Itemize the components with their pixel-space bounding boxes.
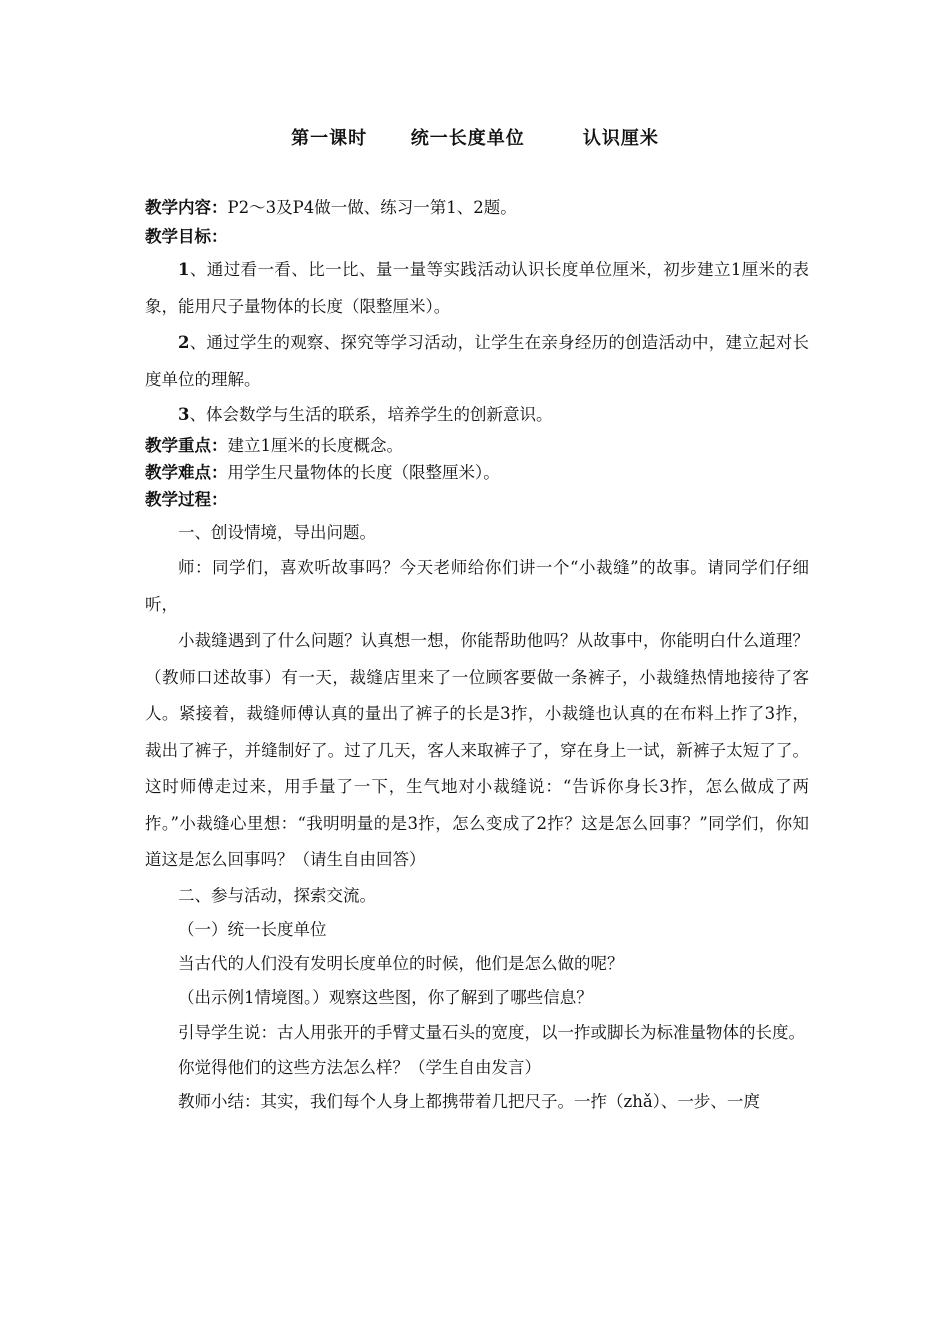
- difficulty-line: [145, 459, 809, 486]
- goal-1-text: 、通过看一看、比一比、量一量等实践活动认识长度单位厘米，初步建立1厘米的表象，能用尺子量物体的长度（限整厘米）。: [145, 260, 809, 316]
- goal-3-text: 、体会数学与生活的联系，培养学生的创新意识。: [189, 405, 553, 424]
- document-body: [145, 194, 809, 1119]
- teaching-content-text: P2～3及P4做一做、练习一第1、2题。: [227, 198, 517, 217]
- key-point-line: [145, 432, 809, 459]
- process-paragraph: 引导学生说：古人用张开的手臂丈量石头的宽度，以一拃或脚长为标准量物体的长度。: [178, 1022, 805, 1042]
- key-point-text: 建立1厘米的长度概念。: [227, 436, 403, 455]
- goal-2-number: 2: [178, 333, 190, 352]
- process-paragraph: 师：同学们，喜欢听故事吗？今天老师给你们讲一个“小裁缝”的故事。请同学们仔细听，: [145, 558, 809, 614]
- goal-2-text: 、通过学生的观察、探究等学习活动，让学生在亲身经历的创造活动中，建立起对长度单位的理解。: [145, 333, 809, 389]
- key-point-label: 教学重点：: [145, 436, 228, 455]
- process-paragraph: 教师小结：其实，我们每个人身上都携带着几把尺子。一拃（zhǎ）、一步、一庹: [178, 1092, 760, 1111]
- process-line: [145, 486, 809, 513]
- teaching-content-label: 教学内容：: [145, 198, 228, 217]
- difficulty-label: 教学难点：: [145, 463, 228, 482]
- goal-3-paragraph: [145, 398, 809, 432]
- process-paragraph: （一）统一长度单位: [178, 919, 327, 939]
- lesson-title: 第一课时 统一长度单位 认识厘米: [291, 128, 659, 149]
- process-paragraph: 一、创设情境，导出问题。: [178, 523, 376, 542]
- process-paragraph: （出示例1情境图。）观察这些图，你了解到了哪些信息？: [178, 987, 593, 1007]
- teaching-content-line: [145, 194, 809, 221]
- goal-2-paragraph: [145, 325, 809, 398]
- process-label: 教学过程：: [145, 490, 228, 509]
- story-paragraph: 小裁缝遇到了什么问题？认真想一想，你能帮助他吗？从故事中，你能明白什么道理？（教师口述故事）有一天，裁缝店里来了一位顾客要做一条裤子，小裁缝热情地接待了客人。紧接着，裁缝师傅认真的量出了裤子的长是3拃，小裁缝也认真的在布料上拃了3拃，裁出了裤子，并缝制好了。过了几天，客人来取裤子了，穿在身上一试，新裤子太短了了。这时师傅走过来，用手量了一下，生气地对小裁缝说：“告诉你身长3拃，怎么做成了两拃。”小裁缝心里想：“我明明量的是3拃，怎么变成了2拃？这是怎么回事？”同学们，你知道这是怎么回事吗？（请生自由回答）: [145, 631, 809, 869]
- goal-3-number: 3: [178, 405, 190, 424]
- process-paragraph: 当古代的人们没有发明长度单位的时候，他们是怎么做的呢？: [178, 953, 624, 973]
- teaching-goals-label: 教学目标：: [145, 227, 228, 246]
- process-paragraph: 二、参与活动，探索交流。: [178, 885, 376, 905]
- process-paragraph: 你觉得他们的这些方法怎么样？（学生自由发言）: [178, 1058, 541, 1077]
- goal-1-number: 1: [178, 260, 190, 279]
- difficulty-text: 用学生尺量物体的长度（限整厘米）。: [227, 463, 500, 482]
- goal-1-paragraph: [145, 252, 809, 325]
- teaching-goals-line: [145, 223, 809, 250]
